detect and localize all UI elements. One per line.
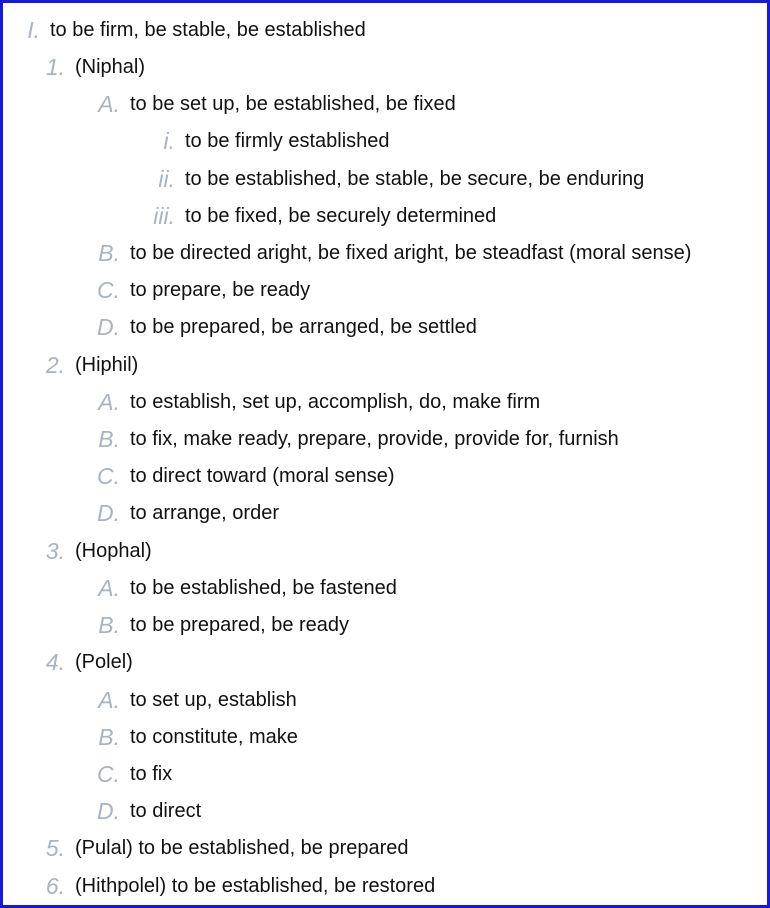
roman-lower-marker: i. xyxy=(163,128,175,154)
stem-label: (Niphal) xyxy=(75,56,146,78)
sense-text: to arrange, order xyxy=(130,502,279,524)
sense-item xyxy=(3,421,619,458)
stem-label: (Pulal) to be established, be prepared xyxy=(75,837,409,859)
subsense-item xyxy=(3,161,644,198)
letter-marker: B. xyxy=(98,426,120,452)
letter-marker: C. xyxy=(97,463,120,489)
sense-text: to set up, establish xyxy=(130,689,297,711)
sense-item xyxy=(3,86,456,123)
sense-item xyxy=(3,570,397,607)
sense-text: to direct xyxy=(130,800,202,822)
sense-text: to constitute, make xyxy=(130,726,298,748)
sense-item xyxy=(3,384,540,421)
sense-item xyxy=(3,719,298,756)
roman-numeral-marker: I. xyxy=(27,17,40,43)
stem-polel xyxy=(3,644,133,681)
stem-hophal xyxy=(3,533,152,570)
number-marker: 5. xyxy=(45,835,65,861)
definition-text: to be firm, be stable, be established xyxy=(50,19,366,41)
sense-text: to prepare, be ready xyxy=(130,279,311,301)
letter-marker: A. xyxy=(98,575,120,601)
letter-marker: A. xyxy=(98,687,120,713)
letter-marker: A. xyxy=(98,389,120,415)
sense-item xyxy=(3,793,201,830)
sense-item xyxy=(3,607,349,644)
sense-text: to be established, be fastened xyxy=(130,577,397,599)
roman-lower-marker: ii. xyxy=(158,166,175,192)
roman-lower-marker: iii. xyxy=(153,203,175,229)
stem-label: (Hophal) xyxy=(75,540,152,562)
sense-text: to fix, make ready, prepare, provide, provide for, furnish xyxy=(130,428,619,450)
subsense-text: to be established, be stable, be secure, be enduring xyxy=(185,168,645,190)
stem-label: (Hiphil) xyxy=(75,354,139,376)
stem-pulal xyxy=(3,830,409,867)
sense-text: to be set up, be established, be fixed xyxy=(130,93,456,115)
number-marker: 4. xyxy=(45,649,65,675)
outline-top-level xyxy=(3,12,366,49)
sense-item xyxy=(3,309,477,346)
number-marker: 2. xyxy=(45,352,65,378)
number-marker: 3. xyxy=(45,538,65,564)
letter-marker: B. xyxy=(98,612,120,638)
stem-label: (Hithpolel) to be established, be restored xyxy=(75,875,436,897)
sense-text: to fix xyxy=(130,763,173,785)
sense-text: to direct toward (moral sense) xyxy=(130,465,395,487)
letter-marker: D. xyxy=(97,798,120,824)
sense-text: to establish, set up, accomplish, do, make firm xyxy=(130,391,541,413)
sense-text: to be directed aright, be fixed aright, be steadfast (moral sense) xyxy=(130,242,692,264)
number-marker: 6. xyxy=(45,873,65,899)
stem-label: (Polel) xyxy=(75,651,133,673)
stem-hithpolel xyxy=(3,868,435,905)
number-marker: 1. xyxy=(45,54,65,80)
letter-marker: C. xyxy=(97,277,120,303)
subsense-item xyxy=(3,123,390,160)
subsense-text: to be firmly established xyxy=(185,130,390,152)
sense-item xyxy=(3,495,279,532)
sense-item xyxy=(3,458,395,495)
letter-marker: A. xyxy=(98,91,120,117)
subsense-text: to be fixed, be securely determined xyxy=(185,205,497,227)
sense-item xyxy=(3,756,172,793)
letter-marker: B. xyxy=(98,724,120,750)
stem-niphal xyxy=(3,49,145,86)
sense-text: to be prepared, be ready xyxy=(130,614,350,636)
subsense-item xyxy=(3,198,496,235)
sense-text: to be prepared, be arranged, be settled xyxy=(130,316,477,338)
sense-item xyxy=(3,682,297,719)
sense-item xyxy=(3,272,310,309)
letter-marker: D. xyxy=(97,314,120,340)
letter-marker: C. xyxy=(97,761,120,787)
stem-hiphil xyxy=(3,347,138,384)
letter-marker: D. xyxy=(97,500,120,526)
sense-item xyxy=(3,235,691,272)
letter-marker: B. xyxy=(98,240,120,266)
